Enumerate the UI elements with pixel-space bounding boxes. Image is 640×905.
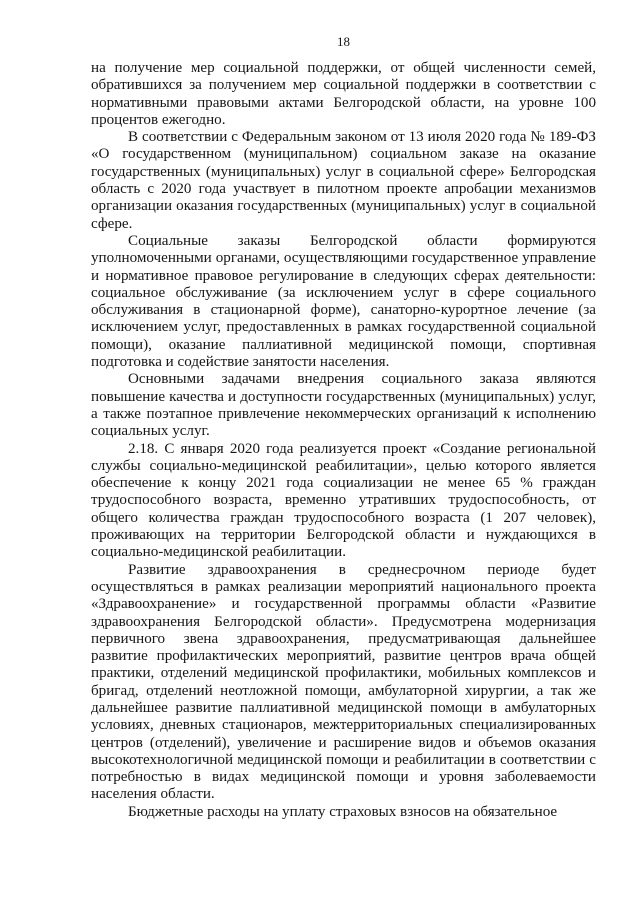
- paragraph-budget-expenses: Бюджетные расходы на уплату страховых взносов на обязательное: [128, 803, 558, 820]
- paragraph-main-tasks: Основными задачами внедрения социального заказа являются повышение качества и доступности государственных (муниципальных) услуг, а также поэтапное привлечение некоммерческих организаций к исполнению социальных услуг.: [91, 371, 596, 440]
- paragraph-rehabilitation-project: 2.18. С января 2020 года реализуется проект «Создание региональной службы социально-медицинской реабилитации», целью которого является обеспечение к концу 2021 года социализации не менее 65 % граждан трудоспособного возраста, временно утративших трудоспособность, от общего количества граждан трудоспособного возраста (1 207 человек), проживающих на территории Белгородской области и нуждающихся в социально-медицинской реабилитации.: [91, 440, 596, 561]
- paragraph-healthcare-development: Развитие здравоохранения в среднесрочном периоде будет осуществляться в рамках реализации мероприятий национального проекта «Здравоохранение» и государственной программы области «Развитие здравоохранения Белгородской области». Предусмотрена модернизация первичного звена здравоохранения, предусматривающая дальнейшее развитие профилактических мероприятий, развитие центров врача общей практики, отделений медицинской профилактики, мобильных комплексов и бригад, отделений неотложной помощи, амбулаторной хирургии, а так же дальнейшее развитие паллиативной медицинской помощи в амбулаторных условиях, дневных стационаров, межтерриториальных специализированных центров (отделений), увеличение и расширение видов и объемов оказания высокотехнологичной медицинской помощи и реабилитации в соответствии с потребностью в видах медицинской помощи и уровня заболеваемости населения области.: [91, 561, 596, 803]
- paragraph-social-order-law: В соответствии с Федеральным законом от 13 июля 2020 года № 189-ФЗ «О государственном (муниципальном) социальном заказе на оказание государственных (муниципальных) услуг в социальной сфере» Белгородская область с 2020 года участвует в пилотном проекте апробации механизмов организации оказания государственных (муниципальных) услуг в социальной сфере.: [91, 129, 596, 232]
- page-number: 18: [337, 34, 350, 49]
- paragraph-continuation: на получение мер социальной поддержки, от общей численности семей, обратившихся за получением мер социальной поддержки в соответствии с нормативными правовыми актами Белгородской области, на уровне 100 процентов ежегодно.: [91, 60, 596, 128]
- paragraph-social-orders: Социальные заказы Белгородской области формируются уполномоченными органами, осуществляющими государственное управление и нормативное правовое регулирование в следующих сферах деятельности: социальное обслуживание (за исключением услуг в сфере социального обслуживания в стационарной форме), санаторно-курортное лечение (за исключением услуг, предоставленных в рамках государственной социальной помощи), оказание паллиативной медицинской помощи, спортивная подготовка и содействие занятости населения.: [91, 232, 596, 371]
